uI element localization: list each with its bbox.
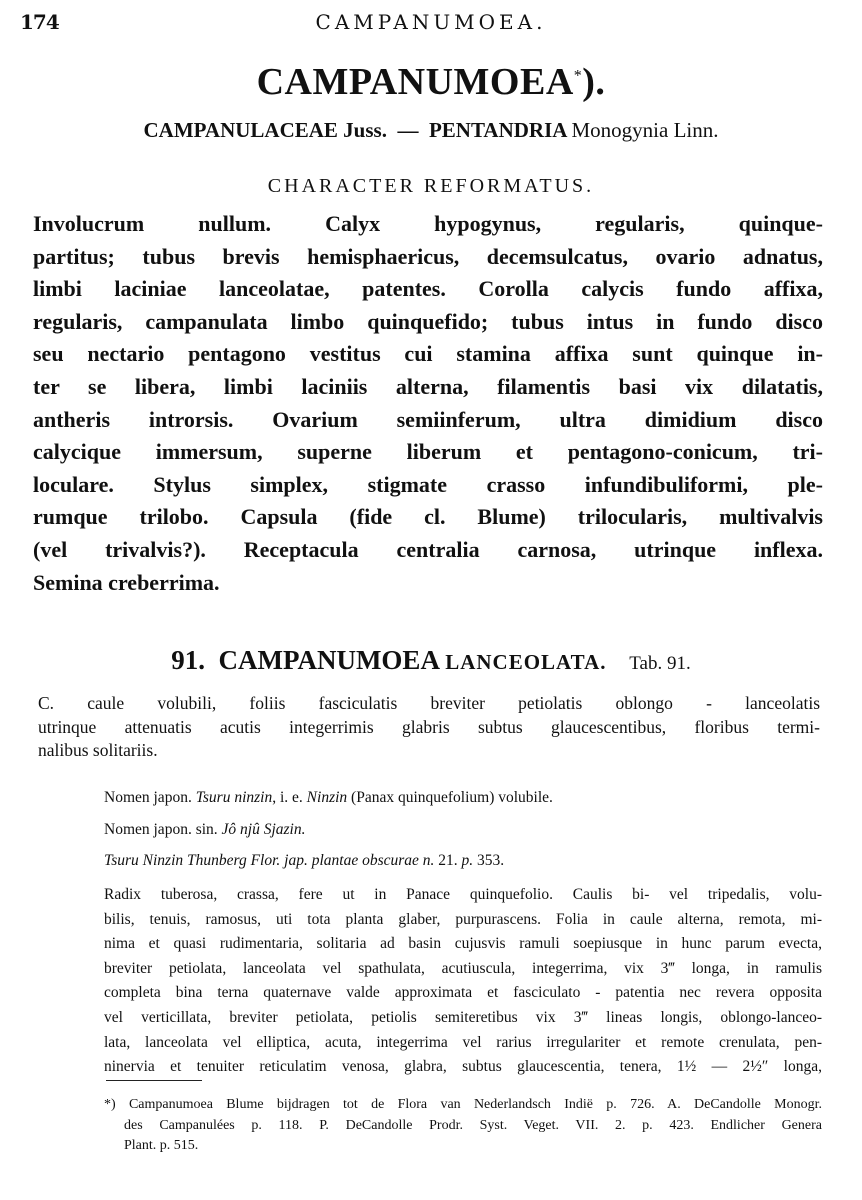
page-number: 174: [20, 10, 59, 34]
species-number: 91.: [171, 645, 205, 675]
nomenclature-2: [104, 821, 306, 839]
genus-title: [0, 60, 862, 104]
character-line: partitus; tubus brevis hemisphaericus, decemsulcatus, ovario adnatus,: [33, 243, 823, 269]
footnote-rule: [106, 1080, 202, 1081]
linnaean-class: PENTANDRIA: [428, 118, 567, 142]
nom-lead: Nomen japon.: [104, 789, 196, 806]
character-line: antheris introrsis. Ovarium semiinferum, ultra dimidium disco: [33, 406, 823, 432]
description-line: completa bina terna quaternave valde approximata et fasciculato - patentia nec revera opposita: [104, 984, 822, 1002]
character-line: Semina creberrima.: [33, 569, 220, 595]
character-line: loculare. Stylus simplex, stigmate crasso infundibuliformi, ple-: [33, 471, 823, 497]
plate-reference: Tab. 91.: [629, 653, 691, 674]
description-line: vel verticillata, breviter petiolata, petiolis semiteretibus vix 3‴ lineas longis, oblongo-lanceo-: [104, 1008, 822, 1026]
character-block: [33, 208, 823, 599]
running-head: CAMPANUMOEA.: [315, 10, 547, 34]
footnote-mark: *: [573, 67, 583, 85]
character-line: seu nectario pentagono vestitus cui stamina affixa sunt quinque in-: [33, 341, 823, 367]
nom-rest2: 353.: [473, 852, 505, 869]
description-line: nima et quasi rudimentaria, solitaria ad basin cujusvis ramuli soepiusque in hunc parum evecta,: [104, 935, 822, 953]
nom-italic: Tsuru ninzin: [195, 789, 273, 806]
character-line: calycique immersum, superne liberum et pentagono-conicum, tri-: [33, 439, 823, 465]
diagnosis-line: nalibus solitariis.: [38, 740, 158, 760]
diagnosis-line: C. caule volubili, foliis fasciculatis breviter petiolatis oblongo - lanceolatis: [38, 693, 820, 713]
footnote: [104, 1095, 822, 1157]
species-heading: [0, 645, 862, 676]
character-title: CHARACTER REFORMATUS.: [267, 175, 595, 197]
description-line: Radix tuberosa, crassa, fere ut in Panace quinquefolio. Caulis bi- vel tripedalis, volu-: [104, 886, 822, 903]
footnote-line: *) Campanumoea Blume bijdragen tot de Flora van Nederlandsch Indië p. 726. A. DeCandolle Monogr.: [104, 1097, 822, 1112]
genus-name: CAMPANUMOEA: [256, 61, 574, 103]
character-line: regularis, campanulata limbo quinquefido; tubus intus in fundo disco: [33, 308, 823, 334]
character-line: rumque trilobo. Capsula (fide cl. Blume) trilocularis, multivalvis: [33, 504, 823, 530]
description: [104, 883, 822, 1080]
description-line: bilis, tenuis, ramosus, uti tota planta glaber, purpurascens. Folia in caule alterna, remota, mi-: [104, 910, 822, 928]
footnote-line: Plant. p. 515.: [124, 1138, 199, 1153]
family-name: CAMPANULACEAE Juss.: [143, 118, 387, 142]
nom-italic: Jô njû Sjazin.: [221, 821, 306, 838]
species-epithet: LANCEOLATA.: [445, 650, 607, 674]
nom-rest2: (Panax quinquefolium) volubile.: [347, 789, 553, 806]
title-closing: ).: [582, 61, 606, 103]
character-line: ter se libera, limbi laciniis alterna, filamentis basi vix dilatatis,: [33, 373, 823, 399]
species-genus: CAMPANUMOEA: [218, 645, 439, 675]
family-line: [0, 118, 862, 143]
nomenclature-3: [104, 852, 504, 870]
description-line: ninervia et tenuiter reticulatim venosa, glabra, subtus glaucescentia, tenera, 1½ — 2½″ longa,: [104, 1058, 822, 1076]
nom-italic: Tsuru Ninzin Thunberg Flor. jap. plantae obscurae n.: [104, 852, 435, 869]
footnote-line: des Campanulées p. 118. P. DeCandolle Prodr. Syst. Veget. VII. 2. p. 423. Endlicher Genera: [124, 1117, 822, 1133]
character-line: Involucrum nullum. Calyx hypogynus, regularis, quinque-: [33, 211, 823, 236]
description-line: lata, lanceolata vel elliptica, acuta, integerrima vel rarius irregulariter et remote crenulata, pen-: [104, 1033, 822, 1051]
nom-rest: , i. e.: [272, 789, 307, 806]
family-dash: —: [397, 118, 419, 142]
nom-rest: 21.: [434, 852, 462, 869]
nomenclature-1: [104, 789, 553, 807]
character-line: limbi laciniae lanceolatae, patentes. Corolla calycis fundo affixa,: [33, 276, 823, 302]
diagnosis-line: utrinque attenuatis acutis integerrimis glabris subtus glaucescentibus, floribus termi-: [38, 716, 820, 737]
nom-lead: Nomen japon. sin.: [104, 821, 222, 838]
linnaean-order: Monogynia Linn.: [571, 118, 719, 142]
description-line: breviter petiolata, lanceolata vel spathulata, acutiuscula, integerrima, vix 3‴ longa, in ramulis: [104, 959, 822, 977]
nom-italic2: p.: [461, 852, 474, 869]
diagnosis: [38, 692, 820, 763]
nom-italic2: Ninzin: [306, 789, 348, 806]
character-line: (vel trivalvis?). Receptacula centralia carnosa, utrinque inflexa.: [33, 536, 823, 562]
